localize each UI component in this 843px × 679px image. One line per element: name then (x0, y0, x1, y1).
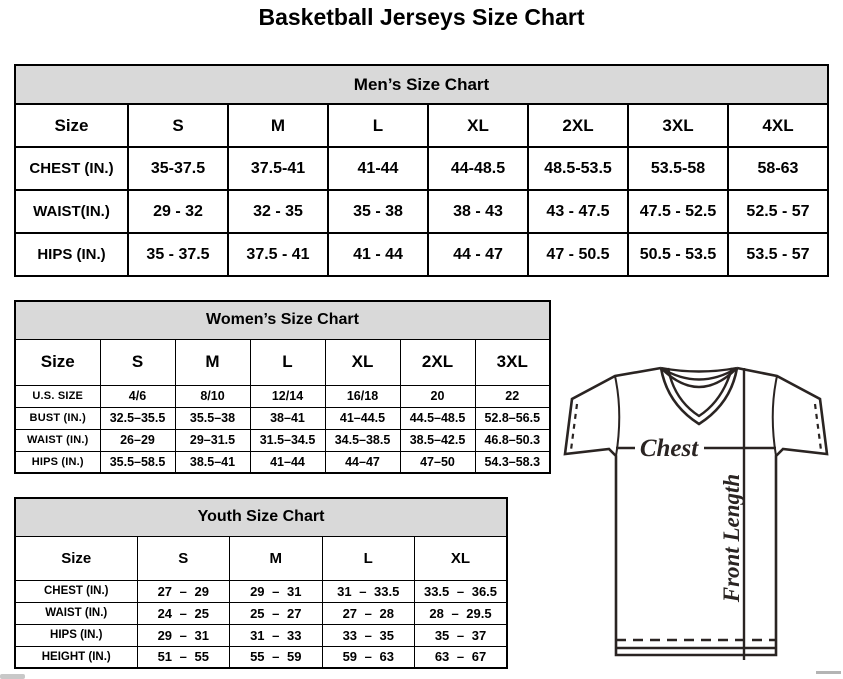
size-cell: 20 (400, 385, 475, 407)
column-header: XL (415, 536, 508, 580)
size-cell: 55 – 59 (230, 646, 323, 668)
size-cell: 43 - 47.5 (528, 190, 628, 233)
youth-size-table (14, 497, 508, 669)
table-row (15, 580, 507, 602)
size-cell: 35.5–58.5 (100, 451, 175, 473)
jersey-diagram (563, 363, 843, 673)
size-cell: 41–44 (250, 451, 325, 473)
column-header: XL (325, 339, 400, 385)
scrollbar-fragment-left (0, 674, 25, 679)
cuff-stitch-left (571, 404, 577, 450)
table-row (15, 233, 828, 276)
womens-size-table (14, 300, 551, 474)
column-header: 4XL (728, 104, 828, 147)
size-cell: 22 (475, 385, 550, 407)
chest-label: Chest (639, 435, 699, 462)
scrollbar-fragment-right (816, 671, 841, 674)
size-cell: 24 – 25 (137, 602, 230, 624)
size-cell: 53.5-58 (628, 147, 728, 190)
column-header: L (322, 536, 415, 580)
size-cell: 47–50 (400, 451, 475, 473)
size-cell: 50.5 - 53.5 (628, 233, 728, 276)
size-cell: 52.8–56.5 (475, 407, 550, 429)
mens-size-table (14, 64, 829, 277)
front-length-label: Front Length (719, 473, 744, 603)
size-cell: 58-63 (728, 147, 828, 190)
size-cell: 37.5-41 (228, 147, 328, 190)
column-header: Size (15, 339, 100, 385)
size-cell: 4/6 (100, 385, 175, 407)
size-cell: 46.8–50.3 (475, 429, 550, 451)
size-cell: 8/10 (175, 385, 250, 407)
womens-table-title: Women’s Size Chart (15, 301, 550, 339)
column-header: S (128, 104, 228, 147)
size-cell: 38.5–42.5 (400, 429, 475, 451)
size-cell: 44 - 47 (428, 233, 528, 276)
mens-table-title: Men’s Size Chart (15, 65, 828, 104)
size-cell: 33 – 35 (322, 624, 415, 646)
size-cell: 41–44.5 (325, 407, 400, 429)
column-header: L (328, 104, 428, 147)
size-cell: 38.5–41 (175, 451, 250, 473)
column-header: Size (15, 104, 128, 147)
column-header: 2XL (528, 104, 628, 147)
sleeve-seam-left (615, 376, 619, 456)
size-cell: 32.5–35.5 (100, 407, 175, 429)
size-cell: 44.5–48.5 (400, 407, 475, 429)
size-cell: 32 - 35 (228, 190, 328, 233)
table-row (15, 602, 507, 624)
row-label: WAIST(IN.) (15, 190, 128, 233)
table-row (15, 624, 507, 646)
table-row (15, 190, 828, 233)
size-cell: 25 – 27 (230, 602, 323, 624)
column-header: 3XL (628, 104, 728, 147)
table-row (15, 385, 550, 407)
row-label: HIPS (IN.) (15, 624, 137, 646)
size-cell: 44–47 (325, 451, 400, 473)
size-cell: 47 - 50.5 (528, 233, 628, 276)
size-cell: 41-44 (328, 147, 428, 190)
column-header: 3XL (475, 339, 550, 385)
size-cell: 59 – 63 (322, 646, 415, 668)
size-cell: 35 – 37 (415, 624, 508, 646)
size-cell: 41 - 44 (328, 233, 428, 276)
row-label: WAIST (IN.) (15, 429, 100, 451)
cuff-stitch-right (815, 404, 821, 450)
size-cell: 27 – 28 (322, 602, 415, 624)
column-header: L (250, 339, 325, 385)
table-row (15, 407, 550, 429)
size-cell: 28 – 29.5 (415, 602, 508, 624)
row-label: CHEST (IN.) (15, 147, 128, 190)
row-label: U.S. SIZE (15, 385, 100, 407)
youth-table-title: Youth Size Chart (15, 498, 507, 536)
size-cell: 29–31.5 (175, 429, 250, 451)
column-header: XL (428, 104, 528, 147)
row-label: BUST (IN.) (15, 407, 100, 429)
size-cell: 38 - 43 (428, 190, 528, 233)
size-cell: 29 – 31 (137, 624, 230, 646)
column-header: Size (15, 536, 137, 580)
size-cell: 29 - 32 (128, 190, 228, 233)
size-cell: 53.5 - 57 (728, 233, 828, 276)
row-label: WAIST (IN.) (15, 602, 137, 624)
column-header: M (175, 339, 250, 385)
row-label: CHEST (IN.) (15, 580, 137, 602)
column-header: M (230, 536, 323, 580)
size-cell: 31 – 33.5 (322, 580, 415, 602)
size-cell: 16/18 (325, 385, 400, 407)
size-cell: 31 – 33 (230, 624, 323, 646)
table-row (15, 429, 550, 451)
size-cell: 29 – 31 (230, 580, 323, 602)
sleeve-seam-right (773, 376, 777, 456)
size-cell: 51 – 55 (137, 646, 230, 668)
size-cell: 34.5–38.5 (325, 429, 400, 451)
size-cell: 35-37.5 (128, 147, 228, 190)
size-cell: 33.5 – 36.5 (415, 580, 508, 602)
size-cell: 54.3–58.3 (475, 451, 550, 473)
size-cell: 12/14 (250, 385, 325, 407)
size-cell: 63 – 67 (415, 646, 508, 668)
size-cell: 52.5 - 57 (728, 190, 828, 233)
column-header: M (228, 104, 328, 147)
column-header: S (100, 339, 175, 385)
size-cell: 48.5-53.5 (528, 147, 628, 190)
size-cell: 31.5–34.5 (250, 429, 325, 451)
table-row (15, 451, 550, 473)
size-cell: 44-48.5 (428, 147, 528, 190)
jersey-outline-path (565, 368, 827, 655)
column-header: 2XL (400, 339, 475, 385)
size-cell: 47.5 - 52.5 (628, 190, 728, 233)
row-label: HIPS (IN.) (15, 233, 128, 276)
size-cell: 26–29 (100, 429, 175, 451)
table-row (15, 646, 507, 668)
size-cell: 38–41 (250, 407, 325, 429)
size-cell: 35 - 37.5 (128, 233, 228, 276)
size-cell: 27 – 29 (137, 580, 230, 602)
column-header: S (137, 536, 230, 580)
collar-back-top (661, 368, 737, 372)
size-cell: 37.5 - 41 (228, 233, 328, 276)
row-label: HEIGHT (IN.) (15, 646, 137, 668)
row-label: HIPS (IN.) (15, 451, 100, 473)
size-cell: 35.5–38 (175, 407, 250, 429)
table-row (15, 147, 828, 190)
page-title: Basketball Jerseys Size Chart (258, 4, 585, 30)
size-cell: 35 - 38 (328, 190, 428, 233)
